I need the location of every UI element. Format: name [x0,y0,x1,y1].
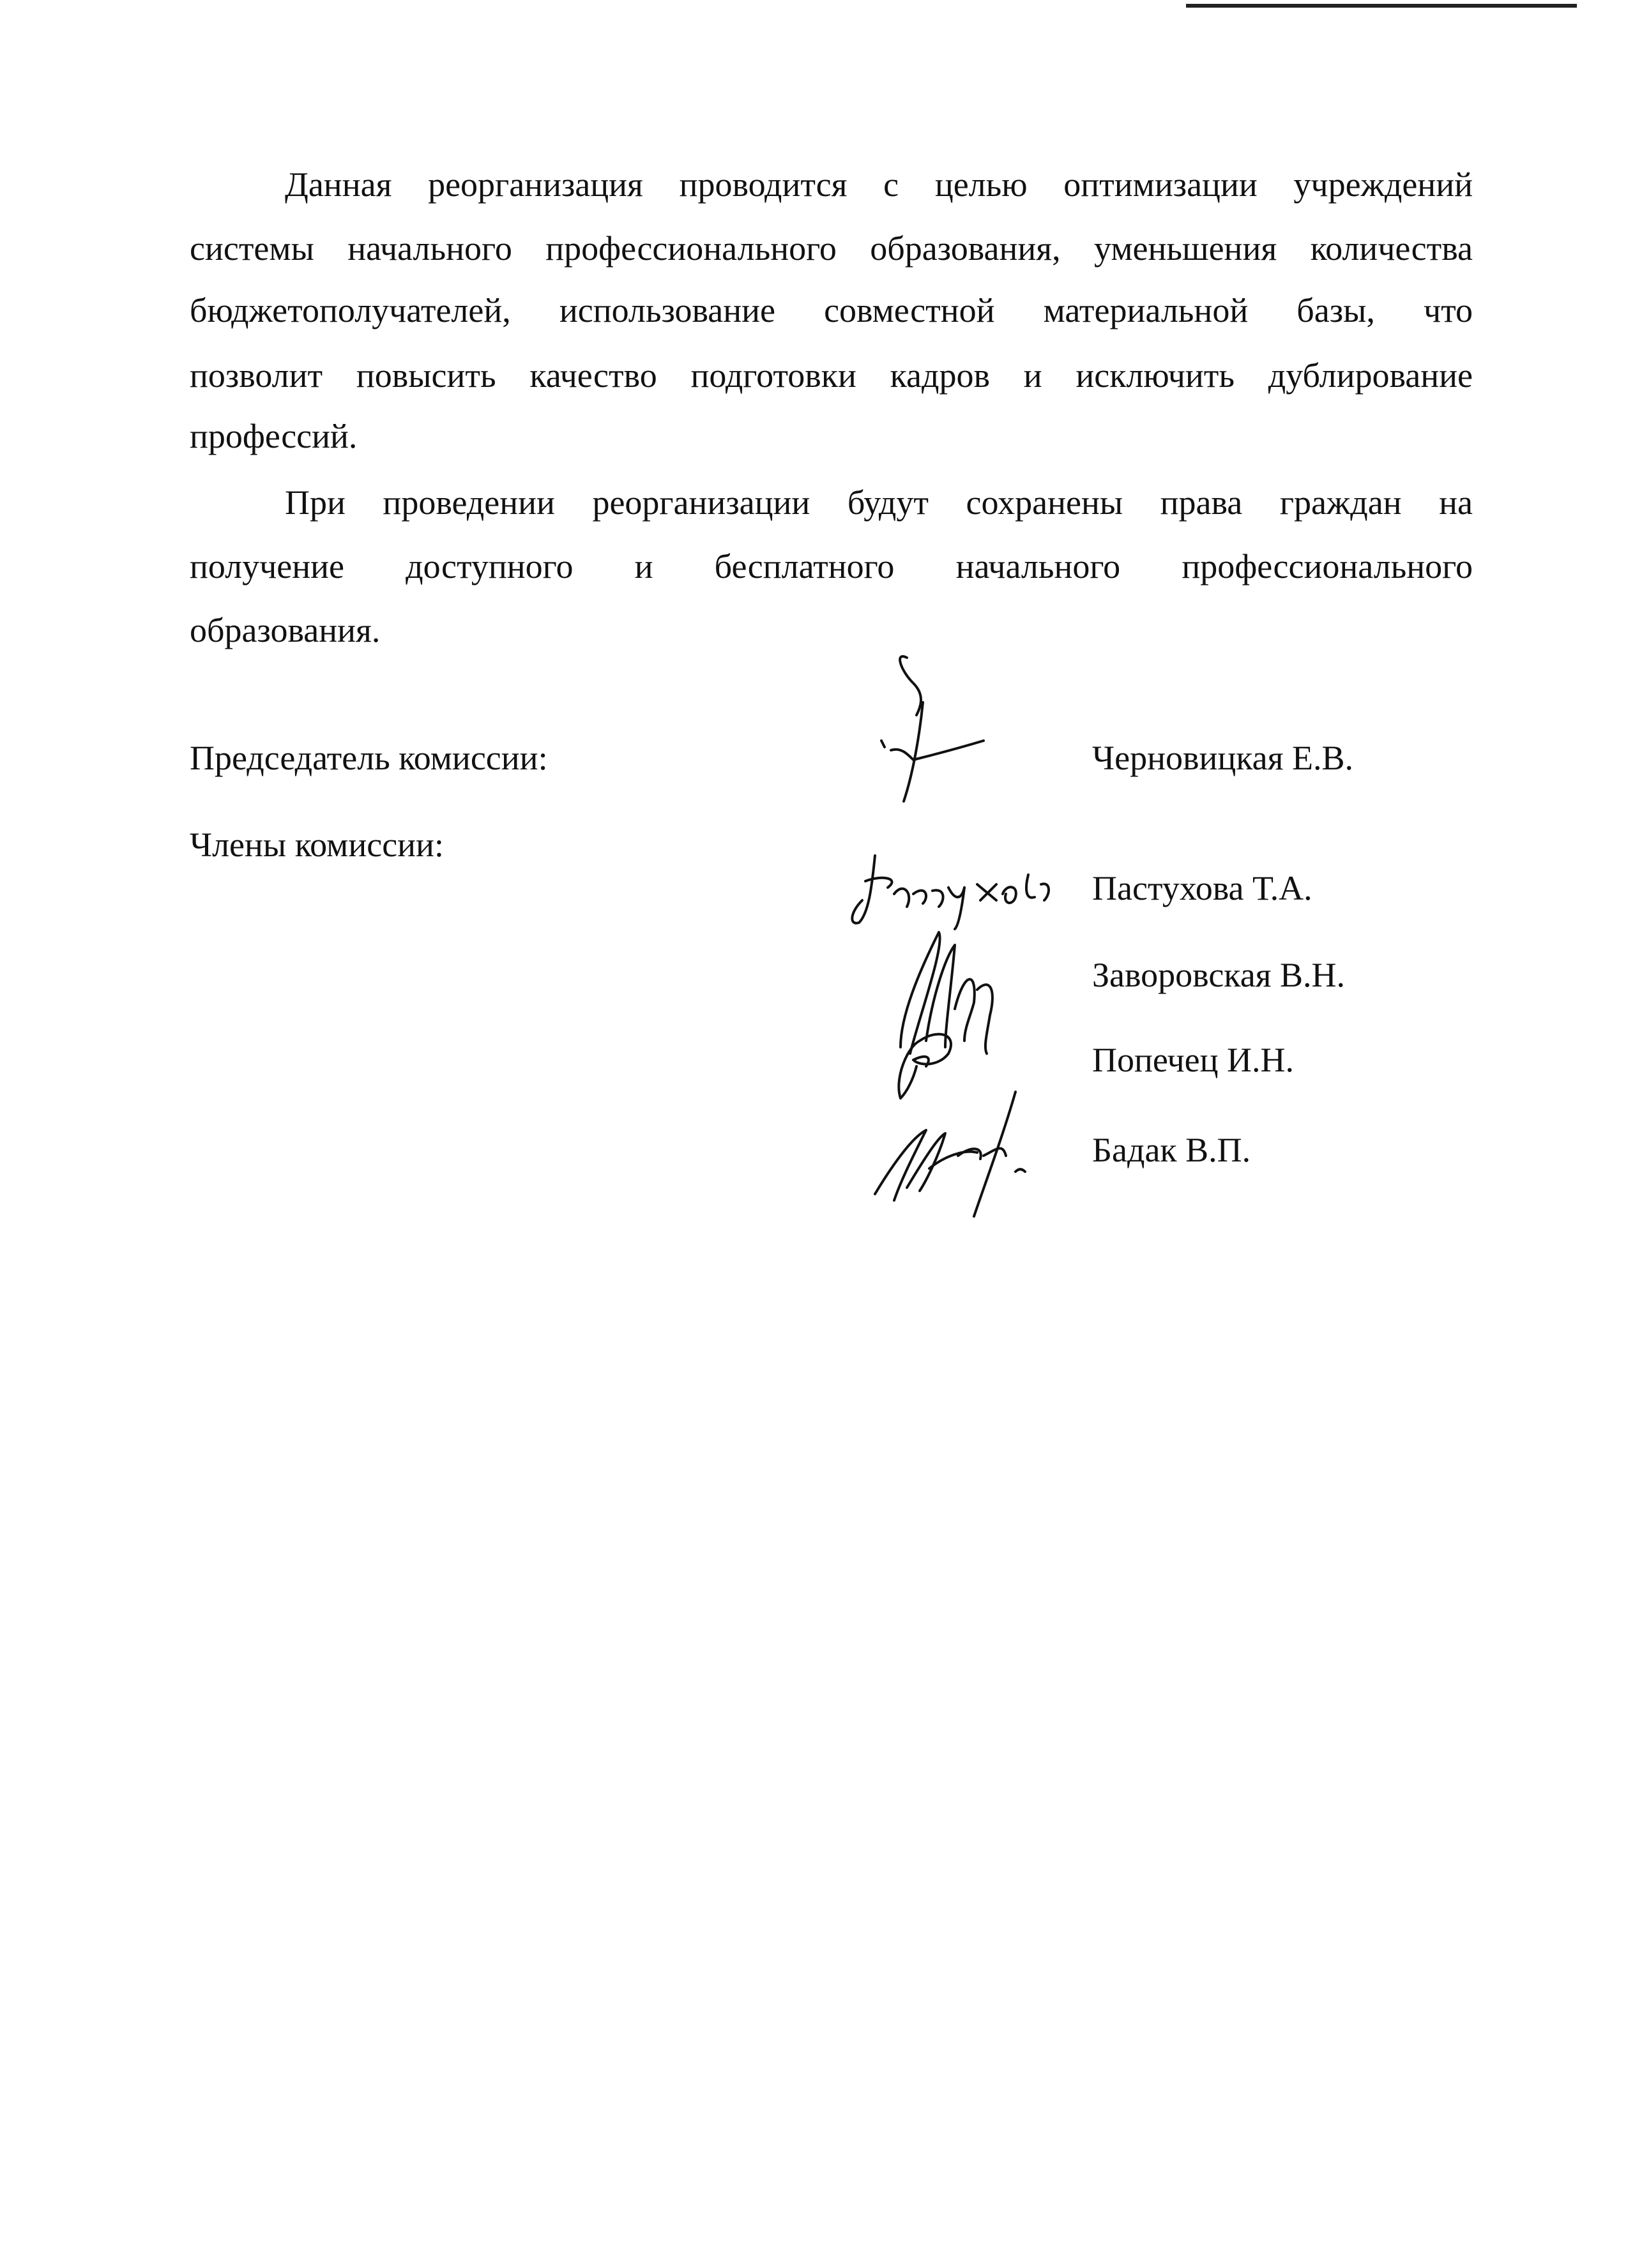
text-line: При проведении реорганизации будут сохранены права граждан на [285,483,1473,522]
text-line: профессий. [190,417,358,455]
text-line: образования. [190,611,381,649]
text-line: позволит повысить качество подготовки кадров и исключить дублирование [190,356,1473,395]
signature-badak [869,1079,1073,1220]
text-line: системы начального профессионального образования, уменьшения количества [190,229,1473,268]
chairman-name: Черновицкая Е.В. [1092,739,1353,777]
text-line: Данная реорганизация проводится с целью оптимизации учреждений [285,165,1473,204]
member-name: Бадак В.П. [1092,1131,1251,1169]
member-name: Заворовская В.Н. [1092,956,1346,994]
chairman-label: Председатель комиссии: [190,739,548,777]
member-name: Пастухова Т.А. [1092,869,1312,907]
member-name: Попечец И.Н. [1092,1041,1295,1079]
members-label: Члены комиссии: [190,826,444,864]
text-line: бюджетополучателей, использование совместной материальной базы, что [190,291,1473,329]
signature-chairman [875,645,1015,811]
text-line: получение доступного и бесплатного начального профессионального [190,547,1473,586]
top-rule [1186,4,1577,8]
